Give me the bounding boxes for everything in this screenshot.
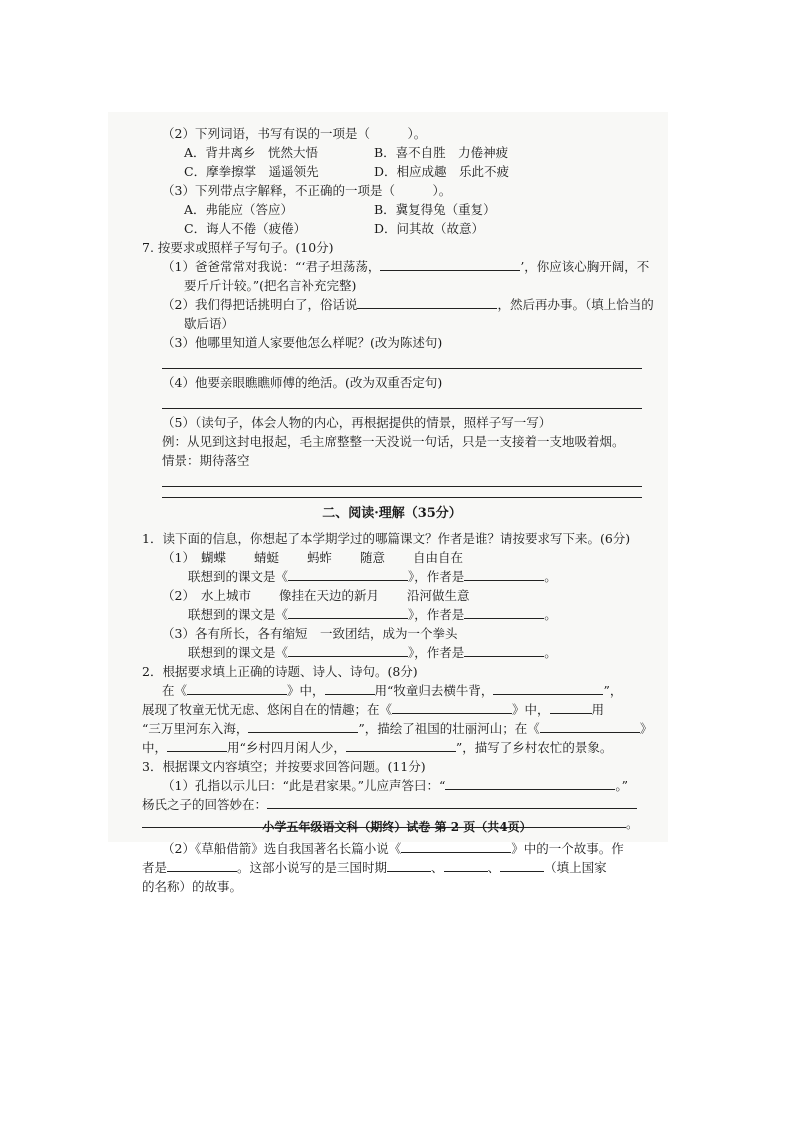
answer-blank[interactable]: [288, 643, 408, 657]
answer-line[interactable]: [162, 491, 642, 498]
option-d: D．相应成趣 乐此不疲: [374, 164, 510, 179]
r1-title: 1．读下面的信息，你想起了本学期学过的哪篇课文？作者是谁？请按要求写下来。(6分): [142, 531, 631, 546]
answer-blank[interactable]: [187, 681, 287, 695]
answer-blank[interactable]: [380, 257, 520, 271]
option-c: C．诲人不倦（疲倦）: [184, 221, 307, 236]
r3-title: 3．根据课文内容填空；并按要求回答问题。(11分): [142, 759, 426, 774]
answer-blank[interactable]: [444, 858, 488, 872]
r2-title: 2．根据要求填上正确的诗题、诗人、诗句。(8分): [142, 664, 418, 679]
q6-part3-options-row2: [142, 219, 642, 238]
r1-group1: （1） 蝴蝶 蜻蜓 蚂蚱 随意 自由自在: [162, 550, 464, 565]
q7-example: 例：从见到这封电报起，毛主席整整一天没说一句话，只是一支接着一支地吸着烟。: [162, 434, 625, 449]
answer-line[interactable]: [162, 402, 642, 409]
answer-line[interactable]: [162, 362, 642, 369]
answer-blank[interactable]: [357, 295, 497, 309]
q7-sentence4: （4）他要亲眼瞧瞧师傅的绝活。(改为双重否定句): [162, 375, 443, 390]
option-a: A．弗能应（答应）: [184, 202, 294, 217]
answer-line[interactable]: [162, 480, 642, 487]
q7-scene: 情景：期待落空: [162, 453, 250, 468]
answer-blank[interactable]: [445, 776, 615, 790]
answer-blank[interactable]: [248, 719, 358, 733]
answer-blank[interactable]: [387, 858, 431, 872]
r3-q1-analysis: 杨氏之子的回答妙在：: [142, 795, 642, 814]
option-c: C．摩拳擦掌 遥遥领先: [184, 164, 319, 179]
q7-title: 7. 按要求或照样子写句子。(10分): [142, 240, 334, 255]
q7-sentence3: （3）他哪里知道人家要他怎么样呢？(改为陈述句): [162, 335, 443, 350]
r1-group2: （2） 水上城市 像挂在天边的新月 沿河做生意: [162, 588, 470, 603]
r3-q1-analysis-cont: 。: [142, 814, 642, 833]
r3-q2: （2）《草船借箭》选自我国著名长篇小说《 》中的一个故事。作: [162, 841, 624, 856]
answer-blank[interactable]: [464, 643, 544, 657]
q6-part2-stem: （2）下列词语，书写有误的一项是（ ）。: [162, 126, 427, 141]
q6-part2-options-row2: [142, 162, 642, 181]
q7-sentence5: （5）（读句子，体会人物的内心，再根据提供的情景，照样子写一写）: [162, 415, 552, 430]
answer-blank[interactable]: [401, 839, 511, 853]
page-footer: 小学五年级语文科（期终）试卷 第 2 页（共4页）: [262, 820, 532, 834]
r3-q2-cont: 者是 。这部小说写的是三国时期 、 、 （填上国家: [142, 860, 607, 875]
q6-part3-options-row1: [142, 200, 642, 219]
option-d: D．问其故（故意）: [374, 221, 485, 236]
q6-part3-stem: （3）下列带点字解释，不正确的一项是（ ）。: [162, 183, 452, 198]
option-b: B．喜不自胜 力倦神疲: [374, 145, 509, 160]
q7-sentence1: （1）爸爸常常对我说：“‘君子坦荡荡， ’，你应该心胸开阔，不: [162, 259, 650, 274]
q7-sentence1-cont: 要斤斤计较。”(把名言补充完整): [184, 278, 357, 293]
r2-line3: “三万里河东入海， ”，描绘了祖国的壮丽河山；在《 》: [142, 721, 653, 736]
answer-blank[interactable]: [346, 738, 456, 752]
answer-blank[interactable]: [464, 567, 544, 581]
answer-blank[interactable]: [288, 567, 408, 581]
r2-line2: 展现了牧童无忧无虑、悠闲自在的情趣；在《 》中， 用: [142, 702, 605, 717]
answer-blank[interactable]: [167, 738, 227, 752]
exam-content: [142, 124, 654, 896]
answer-blank[interactable]: [500, 858, 544, 872]
r1-answer1: 联想到的课文是《 》，作者是 。: [188, 569, 557, 584]
q6-part2-options-row1: [142, 143, 642, 162]
answer-blank[interactable]: [267, 795, 637, 809]
answer-blank[interactable]: [540, 719, 640, 733]
answer-blank[interactable]: [167, 858, 237, 872]
r2-line4: 中， 用“乡村四月闲人少， ”，描写了乡村农忙的景象。: [142, 740, 613, 755]
q7-sentence2-cont: 歇后语）: [184, 316, 235, 331]
option-a: A．背井离乡 恍然大悟: [184, 145, 319, 160]
r1-answer2: 联想到的课文是《 》，作者是 。: [188, 607, 557, 622]
answer-blank[interactable]: [493, 681, 603, 695]
option-b: B．冀复得兔（重复）: [374, 202, 496, 217]
r2-line1: 在《 》中， 用“牧童归去横牛背， ”，: [162, 683, 623, 698]
q7-sentence2: （2）我们得把话挑明白了，俗话说 ，然后再办事。（填上恰当的: [162, 297, 654, 312]
answer-blank[interactable]: [550, 700, 592, 714]
r3-q1: （1）孔指以示儿曰：“此是君家果。”儿应声答曰：“ 。”: [162, 778, 629, 793]
answer-blank[interactable]: [325, 681, 375, 695]
answer-blank[interactable]: [392, 700, 512, 714]
section-title: 二、阅读·理解（35分）: [322, 506, 462, 521]
answer-blank[interactable]: [464, 605, 544, 619]
answer-blank[interactable]: [288, 605, 408, 619]
r1-answer3: 联想到的课文是《 》，作者是 。: [188, 645, 557, 660]
r1-group3: （3）各有所长，各有缩短 一致团结，成为一个拳头: [162, 626, 458, 641]
r3-q2-end: 的名称）的故事。: [142, 879, 243, 894]
